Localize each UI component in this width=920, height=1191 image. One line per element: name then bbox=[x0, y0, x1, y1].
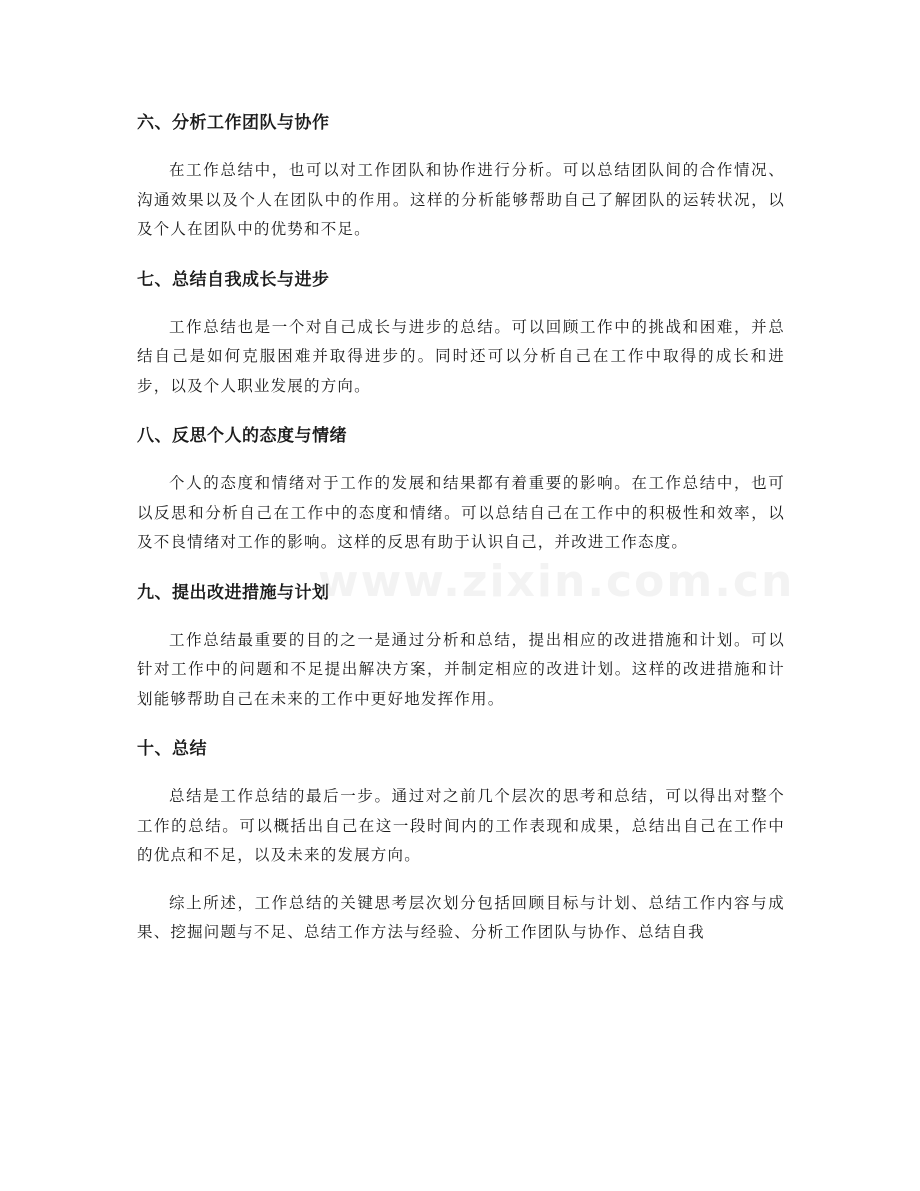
document-body bbox=[137, 104, 785, 948]
section-10-paragraph-1: 总结是工作总结的最后一步。通过对之前几个层次的思考和总结，可以得出对整个工作的总结。可以概括出自己在这一段时间内的工作表现和成果，总结出自己在工作中的优点和不足，以及未来的发展方向。 bbox=[137, 787, 785, 864]
section-7-paragraph: 工作总结也是一个对自己成长与进步的总结。可以回顾工作中的挑战和困难，并总结自己是如何克服困难并取得进步的。同时还可以分析自己在工作中取得的成长和进步，以及个人职业发展的方向。 bbox=[137, 317, 785, 395]
watermark: www.zixin.com.cn bbox=[318, 556, 795, 607]
section-heading-10: 十、总结 bbox=[137, 739, 207, 759]
section-9-paragraph: 工作总结最重要的目的之一是通过分析和总结，提出相应的改进措施和计划。可以针对工作中的问题和不足提出解决方案，并制定相应的改进计划。这样的改进措施和计划能够帮助自己在未来的工作中更好地发挥作用。 bbox=[137, 630, 785, 708]
section-heading-7: 七、总结自我成长与进步 bbox=[137, 269, 330, 290]
section-heading-6: 六、分析工作团队与协作 bbox=[137, 113, 330, 133]
section-8-paragraph: 个人的态度和情绪对于工作的发展和结果都有着重要的影响。在工作总结中，也可以反思和分析自己在工作中的态度和情绪。可以总结自己在工作中的积极性和效率，以及不良情绪对工作的影响。这样的反思有助于认识自己，并改进工作态度。 bbox=[137, 474, 785, 551]
section-6-paragraph: 在工作总结中，也可以对工作团队和协作进行分析。可以总结团队间的合作情况、沟通效果以及个人在团队中的作用。这样的分析能够帮助自己了解团队的运转状况，以及个人在团队中的优势和不足。 bbox=[137, 161, 785, 238]
section-heading-8: 八、反思个人的态度与情绪 bbox=[137, 426, 347, 446]
conclusion-paragraph: 综上所述，工作总结的关键思考层次划分包括回顾目标与计划、总结工作内容与成果、挖掘问题与不足、总结工作方法与经验、分析工作团队与协作、总结自我 bbox=[137, 893, 785, 941]
section-heading-9: 九、提出改进措施与计划 bbox=[137, 582, 330, 603]
